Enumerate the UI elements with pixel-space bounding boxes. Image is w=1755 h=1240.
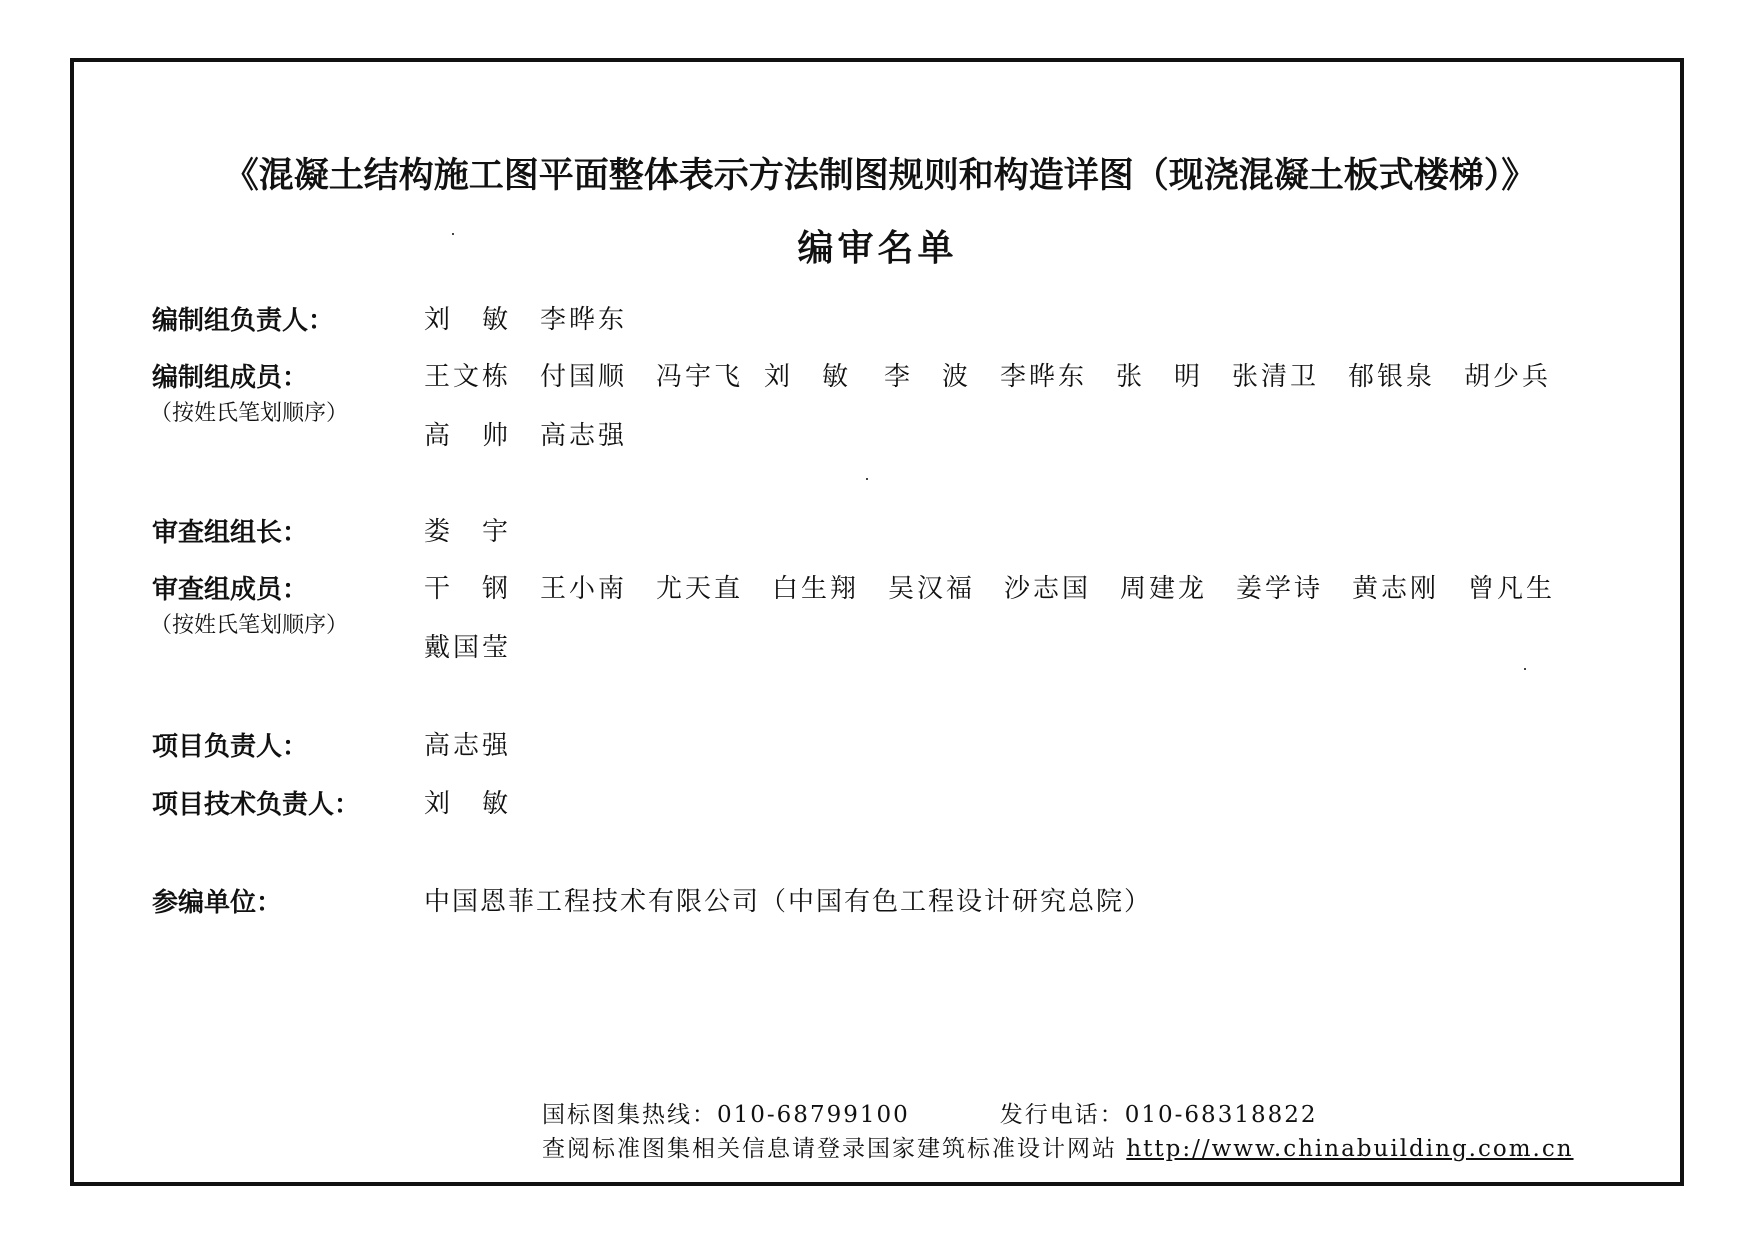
scan-speck	[866, 478, 868, 480]
person-name: 周建龙	[1120, 574, 1208, 604]
review-members-note: （按姓氏笔划顺序）	[150, 613, 349, 638]
person-name: 张清卫	[1232, 362, 1320, 392]
person-name: 冯宇飞	[656, 362, 744, 392]
person-name: 胡少兵	[1464, 362, 1552, 392]
person-name: 黄志刚	[1352, 574, 1440, 604]
footer-website	[542, 1130, 1574, 1163]
person-name: 张 明	[1116, 362, 1204, 392]
person-name: 曾凡生	[1468, 574, 1556, 604]
participating-unit-value: 中国恩菲工程技术有限公司（中国有色工程设计研究总院）	[424, 887, 1153, 917]
person-name: 付国顺	[540, 362, 628, 392]
website-lookup-text: 查阅标准图集相关信息请登录国家建筑标准设计网站	[542, 1136, 1117, 1162]
person-name: 郁银泉	[1348, 362, 1436, 392]
person-name: 高 帅	[424, 421, 512, 451]
person-name: 吴汉福	[888, 574, 976, 604]
compile-members-label: 编制组成员：	[152, 363, 309, 393]
person-name: 尤天直	[656, 574, 744, 604]
person-name: 刘 敏	[764, 362, 852, 392]
footer-phones	[542, 1096, 1318, 1129]
person-name: 刘 敏	[424, 305, 512, 335]
hotline-text: 国标图集热线：010-68799100	[542, 1102, 910, 1128]
review-lead-label: 审查组组长：	[152, 518, 309, 548]
compile-members-note: （按姓氏笔划顺序）	[150, 401, 349, 426]
person-name: 李晔东	[540, 305, 628, 335]
person-name: 戴国莹	[424, 633, 512, 663]
scan-speck	[1524, 668, 1526, 670]
person-name: 姜学诗	[1236, 574, 1324, 604]
project-lead-label: 项目负责人：	[152, 732, 309, 762]
person-name: 白生翔	[772, 574, 860, 604]
scan-speck	[452, 233, 454, 235]
person-name: 王文栋	[424, 362, 512, 392]
review-members-label: 审查组成员：	[152, 575, 309, 605]
compile-lead-label: 编制组负责人：	[152, 306, 335, 336]
website-link[interactable]: http://www.chinabuilding.com.cn	[1126, 1136, 1574, 1162]
document-title: 《混凝土结构施工图平面整体表示方法制图规则和构造详图（现浇混凝土板式楼梯）》	[223, 156, 1537, 196]
document-subtitle: 编审名单	[797, 228, 958, 269]
tech-lead-value: 刘 敏	[424, 789, 512, 819]
person-name: 干 钢	[424, 574, 512, 604]
person-name: 高志强	[540, 421, 628, 451]
issue-phone-text: 发行电话：010-68318822	[999, 1102, 1318, 1128]
corner-mark	[1570, 59, 1642, 61]
person-name: 娄 宇	[424, 517, 512, 547]
project-lead-value: 高志强	[424, 731, 512, 761]
tech-lead-label: 项目技术负责人：	[152, 790, 361, 820]
participating-unit-label: 参编单位：	[152, 888, 283, 918]
person-name: 李 波	[884, 362, 972, 392]
person-name: 王小南	[540, 574, 628, 604]
person-name: 李晔东	[1000, 362, 1088, 392]
person-name: 沙志国	[1004, 574, 1092, 604]
